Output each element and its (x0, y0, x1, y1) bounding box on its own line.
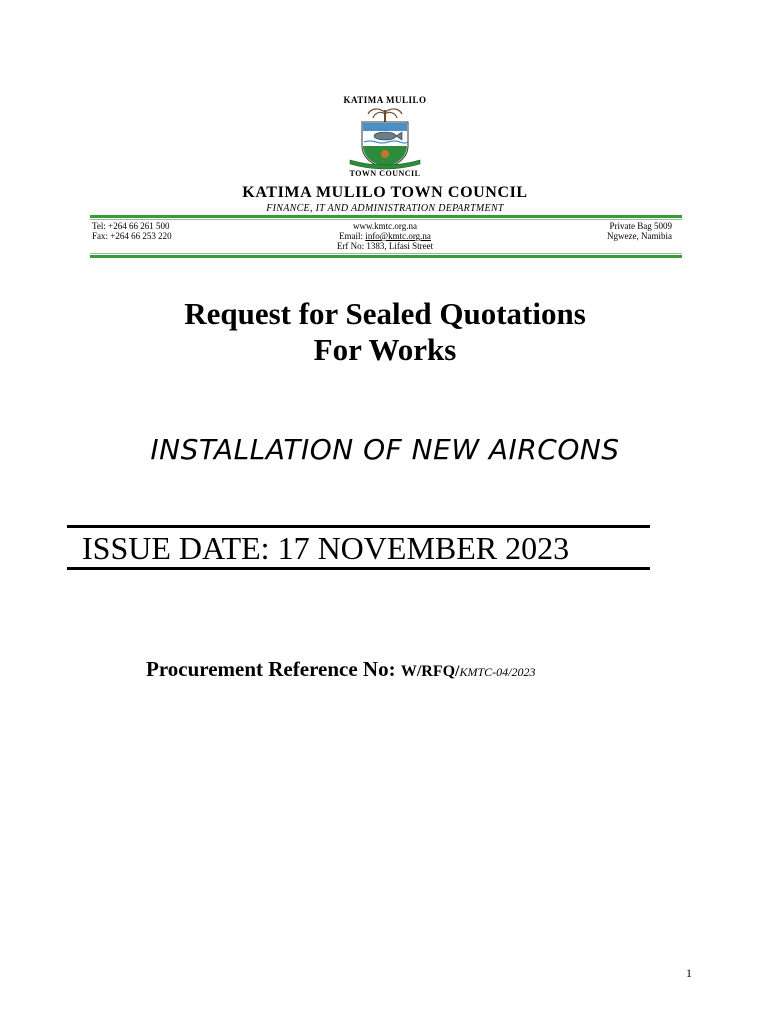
procurement-label: Procurement Reference No: (146, 657, 401, 681)
green-divider-bottom (90, 255, 682, 258)
email-label: Email: (339, 231, 366, 241)
title-line-2: For Works (313, 332, 457, 367)
title-line-1: Request for Sealed Quotations (184, 296, 586, 331)
fax: Fax: +264 66 253 220 (92, 231, 172, 241)
procurement-reference (146, 657, 536, 682)
street-address: Erf No: 1383, Lifasi Street (336, 241, 434, 251)
green-divider-bottom-thin (90, 253, 682, 254)
department-name: FINANCE, IT AND ADMINISTRATION DEPARTMENT (266, 203, 504, 214)
website-link[interactable]: www.kmtc.org.na (353, 221, 417, 231)
contact-postal-block (560, 221, 672, 241)
issue-date-rule-top (67, 525, 650, 528)
council-crest-logo (340, 104, 430, 170)
crest-bottom-text: TOWN COUNCIL (349, 169, 421, 178)
postal-address: Private Bag 5009 (609, 221, 672, 231)
issue-date-rule-bottom (67, 567, 650, 570)
crest-top-text: KATIMA MULILO (343, 95, 427, 105)
email-link[interactable]: info@kmtc.org.na (365, 231, 431, 241)
document-title (0, 296, 770, 368)
procurement-code: W/RFQ/ (400, 663, 460, 680)
council-name: KATIMA MULILO TOWN COUNCIL (242, 184, 528, 201)
green-divider-top-thin (90, 219, 682, 220)
town: Ngweze, Namibia (607, 231, 672, 241)
issue-date: ISSUE DATE: 17 NOVEMBER 2023 (82, 530, 570, 566)
page-number: 1 (686, 966, 692, 980)
telephone: Tel: +264 66 261 500 (92, 221, 170, 231)
procurement-number: KMTC-04/2023 (459, 665, 536, 679)
green-divider-top (90, 215, 682, 218)
subject-heading: INSTALLATION OF NEW AIRCONS (150, 433, 620, 466)
